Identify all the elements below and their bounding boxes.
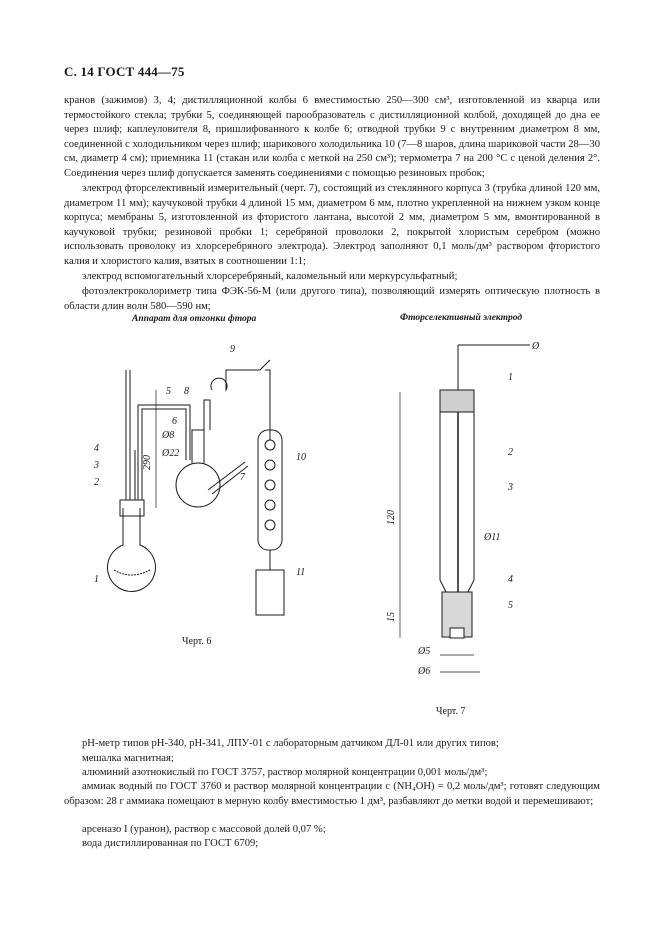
fig6-label-7: 7 bbox=[240, 472, 245, 483]
fig7-dim-d11: Ø11 bbox=[484, 532, 501, 543]
fig7-label-2: 2 bbox=[508, 447, 513, 458]
paragraph-apparatus-parts: кранов (зажимов) 3, 4; дистилляционной колбы 6 вместимостью 250—300 см³, изготовленной из кварца или термостойкого стекла; трубки 5, соединяющей парообразователь с дистилляционной колбой, доходящей до дна ее через шлиф; каплеуловителя 8, пришлифованного к колбе 6; отводной трубки 9 с внутренним диаметром 8 мм, соединенной с холодильником через шлиф; шарикового холодильника 10 (7—8 шаров, длина шариковой части 28—30 см, диаметр 4 см); приемника 11 (стакан или колба с меткой на 250 см³); термометра 7 на 200 °С с ценой деления 2°. Соединения через шлиф допускается заменять соединениями с помощью резиновых пробок; bbox=[64, 95, 600, 179]
fig6-label-4: 4 bbox=[94, 443, 99, 454]
receiver bbox=[256, 570, 284, 615]
figure7-electrode-drawing bbox=[380, 330, 560, 700]
paragraph-electrode: электрод фторселективный измерительный (черт. 7), состоящий из стеклянного корпуса 3 (трубка длиной 120 мм, диаметром 11 мм); каучуковой трубки 4 длиной 15 мм, диаметром 6 мм, плотно укрепленной на нижнем узком конце корпуса; мембраны 5, изготовленной из фтористого лантана, высотой 2 мм, диаметром 5 мм, вмонтированной в каучуковой трубки; резиновой пробки 1; серебряной проволоки 2, покрытой хлористым серебром (можно использовать проволоку из хлорсеребряного электрода). Электрод заполняют 0,1 моль/дм³ раствором фтористого калия и хлористого калия, взятых в соотношении 1:1; bbox=[64, 183, 600, 267]
paragraph-photocolorimeter: фотоэлектроколориметр типа ФЭК-56-М (или другого типа), позволяющий измерять оптическую плотность в области длин волн 580—590 нм; bbox=[64, 286, 600, 312]
paragraph-aluminium-nitrate: алюминий азотнокислый по ГОСТ 3757, раствор молярной концентрации 0,001 моль/дм³; bbox=[82, 767, 488, 778]
distillation-flask bbox=[176, 463, 220, 507]
figure7-title: Фторселективный электрод bbox=[400, 313, 523, 323]
fig6-label-11: 11 bbox=[296, 567, 306, 578]
fig6-label-1: 1 bbox=[94, 574, 99, 585]
fig7-dim-15: 15 bbox=[386, 612, 397, 622]
figure6-caption: Черт. 6 bbox=[182, 636, 212, 647]
fig7-label-1: 1 bbox=[508, 372, 513, 383]
fig7-dim-120: 120 bbox=[386, 510, 397, 525]
fig6-label-5: 5 bbox=[166, 386, 171, 397]
fig6-label-6: 6 bbox=[172, 416, 177, 427]
fig7-dim-d6: Ø6 bbox=[418, 666, 431, 677]
figure7-caption: Черт. 7 bbox=[436, 706, 466, 717]
fig6-dim-d8: Ø8 bbox=[162, 430, 175, 441]
paragraph-ph-meter: pH-метр типов pH-340, pH-341, ЛПУ-01 с лабораторным датчиком ДЛ-01 или других типов; bbox=[82, 738, 499, 749]
fig6-dim-d22: Ø22 bbox=[162, 448, 180, 459]
fig6-label-8: 8 bbox=[184, 386, 189, 397]
fig6-label-2: 2 bbox=[94, 477, 99, 488]
figure6-apparatus-drawing bbox=[80, 330, 330, 630]
paragraph-arsenazo: арсеназо I (уранон), раствор с массовой долей 0,07 %; bbox=[82, 824, 326, 835]
page-header: С. 14 ГОСТ 444—75 bbox=[64, 64, 185, 79]
paragraph-water: вода дистиллированная по ГОСТ 6709; bbox=[82, 838, 259, 849]
fig7-label-4: 4 bbox=[508, 574, 513, 585]
steam-generator-flask bbox=[108, 508, 156, 591]
paragraph-aux-electrode: электрод вспомогательный хлорсеребряный, каломельный или меркурсульфатный; bbox=[82, 271, 458, 282]
rubber-stopper bbox=[440, 390, 474, 412]
tube-9 bbox=[211, 360, 270, 390]
fig7-label-5: 5 bbox=[508, 600, 513, 611]
fig6-label-3: 3 bbox=[94, 460, 99, 471]
paragraph-ammonia: аммиак водный по ГОСТ 3760 и раствор молярной концентрации с (NH₄OH) = 0,2 моль/дм³; готовят следующим образом: 28 г аммиака помещают в мерную колбу вместимостью 1 дм³, разбавляют до метки водой и перемешивают; bbox=[64, 781, 600, 807]
fig7-dim-d5: Ø5 bbox=[418, 646, 431, 657]
membrane bbox=[450, 628, 464, 638]
figure6-title: Аппарат для отгонки фтора bbox=[132, 314, 257, 324]
paragraph-stirrer: мешалка магнитная; bbox=[82, 753, 174, 764]
fig6-dim-290: 290 bbox=[142, 455, 153, 470]
fig7-wire-label: Ø bbox=[532, 341, 540, 352]
fig7-label-3: 3 bbox=[508, 482, 513, 493]
glass-body bbox=[440, 412, 474, 620]
fig6-label-9: 9 bbox=[230, 344, 235, 355]
fig6-label-10: 10 bbox=[296, 452, 306, 463]
